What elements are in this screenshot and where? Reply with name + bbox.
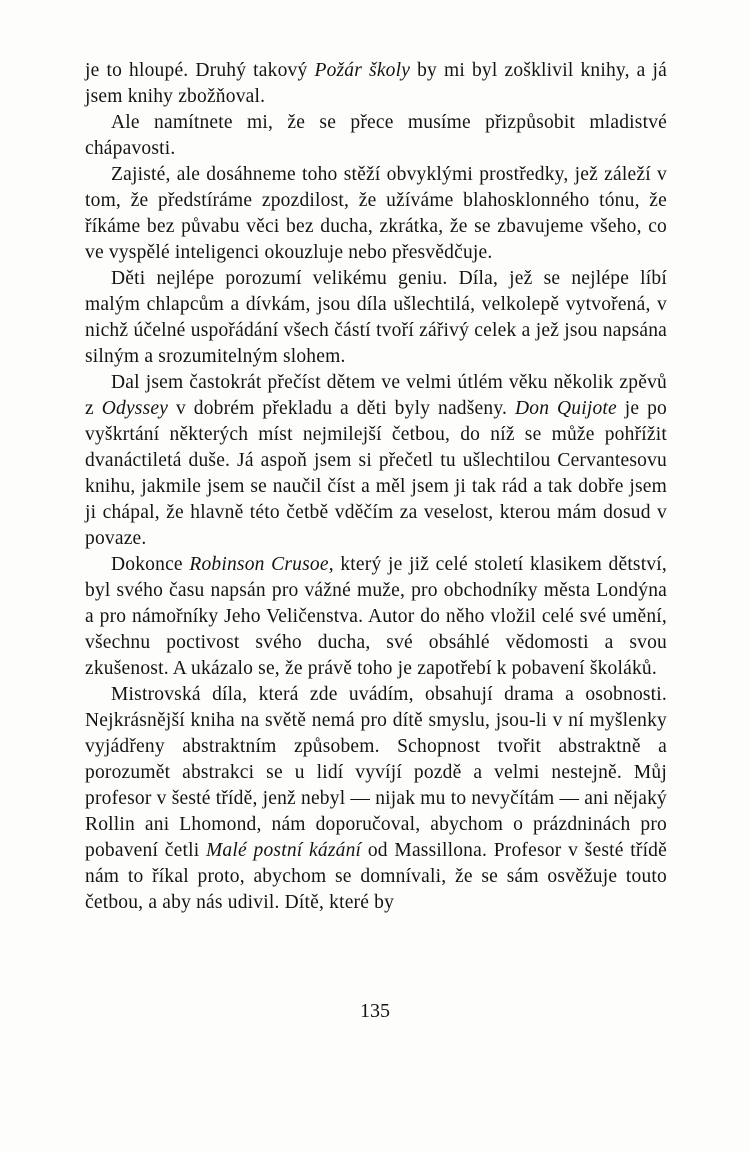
text-segment: Dokonce xyxy=(111,554,190,575)
paragraph xyxy=(85,552,667,682)
paragraph xyxy=(85,58,667,110)
book-title-italic: Odyssey xyxy=(101,398,169,419)
book-title-italic: Požár školy xyxy=(314,60,411,81)
text-segment: , který je již celé století klasikem dětství, byl svého času napsán pro vážné muže, pro obchodníky města Londýna a pro námořníky Jeho Veličenstva. Autor do něho vložil celé své umění, všechnu poctivost svého ducha, své obsáhlé vědomosti a svou zkušenost. A ukázalo se, že právě toho je zapotřebí k pobavení školáků. xyxy=(85,554,667,679)
book-title-italic: Don Quijote xyxy=(514,398,617,419)
paragraph xyxy=(85,682,667,916)
text-segment: Zajisté, ale dosáhneme toho stěží obvyklými prostředky, jež záleží v tom, že předstíráme zpozdilost, že užíváme blahosklonného tónu, že říkáme bez půvabu věci bez ducha, zkrátka, že se zbavujeme všeho, co ve vyspělé inteligenci okouzluje nebo přesvědčuje. xyxy=(85,164,667,263)
text-segment: je to hloupé. Druhý takový xyxy=(85,60,315,81)
text-segment: Ale namítnete mi, že se přece musíme přizpůsobit mladistvé chápavosti. xyxy=(85,112,667,159)
book-title-italic: Robinson Crusoe xyxy=(189,554,329,575)
paragraph xyxy=(85,266,667,370)
page-number: 135 xyxy=(360,1000,390,1022)
paragraph xyxy=(85,162,667,266)
text-segment: Děti nejlépe porozumí velikému geniu. Díla, jež se nejlépe líbí malým chlapcům a dívkám, jsou díla ušlechtilá, velkolepě vytvořená, v nichž účelné uspořádání všech částí tvoří zářivý celek a jež jsou napsána silným a srozumitelným slohem. xyxy=(85,268,667,367)
book-title-italic: Malé postní kázání xyxy=(205,840,362,861)
text-segment: Dal jsem častokrát přečíst dětem ve velmi útlém věku několik zpěvů z xyxy=(85,372,667,419)
text-segment: v dobrém překladu a děti byly nadšeny. xyxy=(168,398,515,419)
paragraph xyxy=(85,370,667,552)
text-block xyxy=(85,58,667,916)
paragraph xyxy=(85,110,667,162)
text-segment: je po vyškrtání některých míst nejmilejší četbou, do níž se může pohřížit dvanáctiletá duše. Já aspoň jsem si přečetl tu ušlechtilou Cervantesovu knihu, jakmile jsem se naučil číst a měl jsem ji tak rád a tak dobře jsem ji chápal, že hlavně této četbě vděčím za veselost, kterou mám dosud v povaze. xyxy=(85,398,667,549)
text-segment: od Massillona. Profesor v šesté třídě nám to říkal proto, abychom se domnívali, že se sám osvěžuje touto četbou, a aby nás udivil. Dítě, které by xyxy=(85,840,667,913)
text-segment: by mi byl zošklivil knihy, a já jsem knihy zbožňoval. xyxy=(85,60,667,107)
text-segment: Mistrovská díla, která zde uvádím, obsahují drama a osobnosti. Nejkrásnější kniha na světě nemá pro dítě smyslu, jsou-li v ní myšlenky vyjádřeny abstraktním způsobem. Schopnost tvořit abstraktně a porozumět abstrakci se u lidí vyvíjí pozdě a velmi nestejně. Můj profesor v šesté třídě, jenž nebyl — nijak mu to nevyčítám — ani nějaký Rollin ani Lhomond, nám doporučoval, abychom o prázdninách pro pobavení četli xyxy=(85,684,667,861)
